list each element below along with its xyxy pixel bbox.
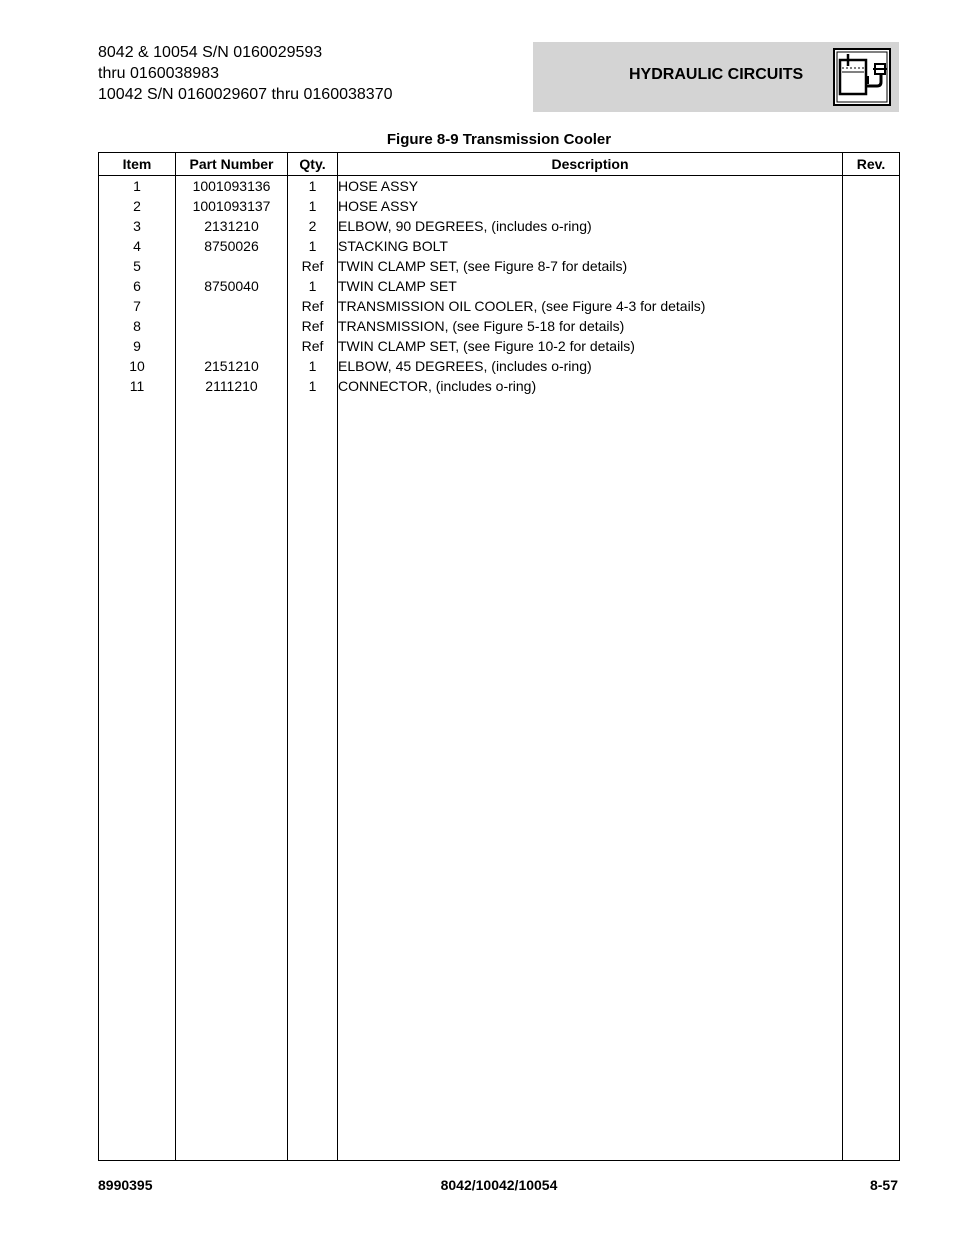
cell-rev: [843, 376, 900, 396]
table-row: [99, 236, 900, 256]
parts-table: [98, 152, 900, 1161]
column-header-part-number: Part Number: [176, 153, 288, 176]
cell-item: 8: [99, 316, 176, 336]
model-serial-header: [98, 42, 392, 105]
table-row: [99, 356, 900, 376]
cell-description: HOSE ASSY: [338, 176, 843, 197]
cell-item: 4: [99, 236, 176, 256]
cell-description: ELBOW, 45 DEGREES, (includes o-ring): [338, 356, 843, 376]
cell-part-number: 2131210: [176, 216, 288, 236]
model-line-1: 8042 & 10054 S/N 0160029593: [98, 44, 323, 61]
table-row: [99, 216, 900, 236]
cell-part-number: [176, 256, 288, 276]
cell-description: TWIN CLAMP SET, (see Figure 10-2 for details): [338, 336, 843, 356]
cell-item: 11: [99, 376, 176, 396]
cell-rev: [843, 216, 900, 236]
column-header-rev: Rev.: [843, 153, 900, 176]
cell-description: TWIN CLAMP SET, (see Figure 8-7 for details): [338, 256, 843, 276]
cell-part-number: 2151210: [176, 356, 288, 376]
cell-part-number: 8750040: [176, 276, 288, 296]
cell-part-number: [176, 336, 288, 356]
cell-part-number: [176, 296, 288, 316]
cell-rev: [843, 256, 900, 276]
table-header-row: [99, 153, 900, 176]
cell-rev: [843, 336, 900, 356]
cell-item: 9: [99, 336, 176, 356]
cell-description: ELBOW, 90 DEGREES, (includes o-ring): [338, 216, 843, 236]
footer-page-number: 8-57: [869, 1177, 898, 1193]
table-row: [99, 256, 900, 276]
table-row: [99, 376, 900, 396]
cell-qty: 1: [288, 356, 338, 376]
column-header-description: Description: [338, 153, 843, 176]
cell-description: TRANSMISSION OIL COOLER, (see Figure 4-3 for details): [338, 296, 843, 316]
table-row: [99, 336, 900, 356]
cell-rev: [843, 276, 900, 296]
cell-item: 3: [99, 216, 176, 236]
cell-description: STACKING BOLT: [338, 236, 843, 256]
cell-item: 10: [99, 356, 176, 376]
cell-rev: [843, 196, 900, 216]
table-row: [99, 296, 900, 316]
cell-description: CONNECTOR, (includes o-ring): [338, 376, 843, 396]
cell-qty: 1: [288, 196, 338, 216]
hydraulic-reservoir-icon: [833, 48, 891, 106]
cell-part-number: 1001093137: [176, 196, 288, 216]
table-row: [99, 316, 900, 336]
cell-rev: [843, 356, 900, 376]
cell-item: 5: [99, 256, 176, 276]
cell-part-number: 1001093136: [176, 176, 288, 197]
table-row: [99, 276, 900, 296]
cell-item: 6: [99, 276, 176, 296]
cell-rev: [843, 296, 900, 316]
cell-part-number: 2111210: [176, 376, 288, 396]
cell-qty: 1: [288, 376, 338, 396]
cell-qty: Ref: [288, 336, 338, 356]
table-row: [99, 196, 900, 216]
column-header-qty: Qty.: [288, 153, 338, 176]
cell-qty: Ref: [288, 316, 338, 336]
footer-document-number: 8990395: [98, 1177, 153, 1193]
cell-rev: [843, 316, 900, 336]
table-filler-row: [99, 396, 900, 1161]
cell-qty: Ref: [288, 256, 338, 276]
cell-part-number: [176, 316, 288, 336]
cell-qty: 1: [288, 236, 338, 256]
cell-qty: 1: [288, 176, 338, 197]
table-row: [99, 176, 900, 197]
column-header-item: Item: [99, 153, 176, 176]
cell-description: TWIN CLAMP SET: [338, 276, 843, 296]
cell-rev: [843, 236, 900, 256]
section-tab: [533, 42, 899, 112]
footer-model-numbers: 8042/10042/10054: [440, 1177, 558, 1193]
cell-part-number: 8750026: [176, 236, 288, 256]
figure-title: Figure 8-9 Transmission Cooler: [386, 131, 612, 148]
cell-description: TRANSMISSION, (see Figure 5-18 for details): [338, 316, 843, 336]
cell-qty: Ref: [288, 296, 338, 316]
cell-qty: 2: [288, 216, 338, 236]
cell-qty: 1: [288, 276, 338, 296]
cell-item: 7: [99, 296, 176, 316]
cell-item: 2: [99, 196, 176, 216]
cell-rev: [843, 176, 900, 197]
cell-description: HOSE ASSY: [338, 196, 843, 216]
model-line-2: thru 0160038983: [98, 65, 219, 82]
section-title: HYDRAULIC CIRCUITS: [629, 66, 804, 83]
cell-item: 1: [99, 176, 176, 197]
model-line-3: 10042 S/N 0160029607 thru 0160038370: [98, 86, 393, 103]
